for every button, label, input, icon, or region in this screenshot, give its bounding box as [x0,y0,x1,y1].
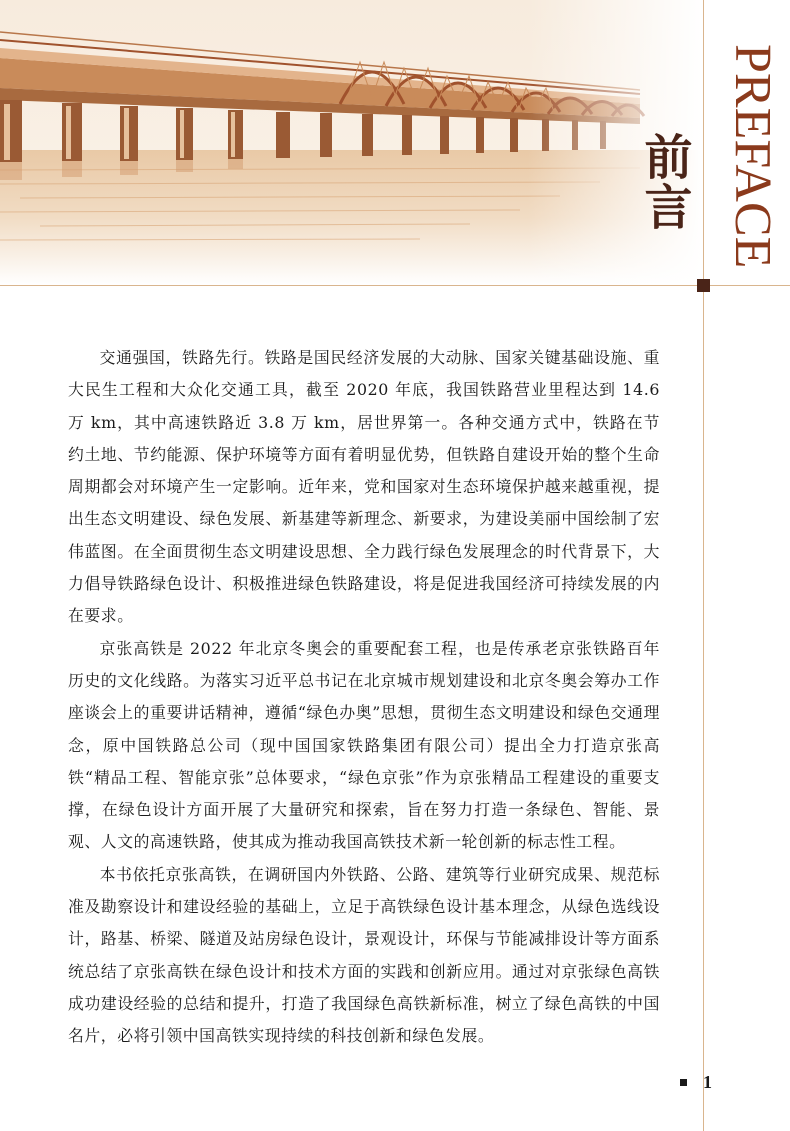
margin-divider-line [703,0,704,1131]
preface-body [68,342,660,1053]
corner-square-ornament [697,279,710,292]
chinese-title: 前言 [636,132,692,232]
page-number: 1 [703,1072,712,1092]
english-title: PREFACE [724,44,781,269]
paragraph: 京张高铁是 2022 年北京冬奥会的重要配套工程，也是传承老京张铁路百年历史的文化线路。为落实习近平总书记在北京城市规划建设和北京冬奥会筹办工作座谈会上的重要讲话精神，遵循“绿色办奥”思想，贯彻生态文明建设和绿色交通理念，原中国铁路总公司（现中国国家铁路集团有限公司）提出全力打造京张高铁“精品工程、智能京张”总体要求，“绿色京张”作为京张精品工程建设的重要支撑，在绿色设计方面开展了大量研究和探索，旨在努力打造一条绿色、智能、景观、人文的高速铁路，使其成为推动我国高铁技术新一轮创新的标志性工程。 [68,638,660,852]
square-bullet-icon [680,1079,687,1086]
paragraph: 交通强国，铁路先行。铁路是国民经济发展的大动脉、国家关键基础设施、重大民生工程和大众化交通工具，截至 2020 年底，我国铁路营业里程达到 14.6 万 km，其中高速铁路近 3.8 万 km，居世界第一。各种交通方式中，铁路在节约土地、节约能源、保护环境等方面有着明显优势，但铁路自建设开始的整个生命周期都会对环境产生一定影响。近年来，党和国家对生态环境保护越来越重视，提出生态文明建设、绿色发展、新基建等新理念、新要求，为建设美丽中国绘制了宏伟蓝图。在全面贯彻生态文明建设思想、全力践行绿色发展理念的时代背景下，大力倡导铁路绿色设计、积极推进绿色铁路建设，将是促进我国经济可持续发展的内在要求。 [68,348,660,626]
paragraph: 本书依托京张高铁，在调研国内外铁路、公路、建筑等行业研究成果、规范标准及勘察设计和建设经验的基础上，立足于高铁绿色设计基本理念，从绿色选线设计，路基、桥梁、隧道及站房绿色设计，景观设计，环保与节能减排设计等方面系统总结了京张高铁在绿色设计和技术方面的实践和创新应用。通过对京张绿色高铁成功建设经验的总结和提升，打造了我国绿色高铁新标准，树立了绿色高铁的中国名片，必将引领中国高铁实现持续的科技创新和绿色发展。 [68,864,660,1046]
railway-bridge-illustration [0,0,703,285]
page-number-footer [680,1072,712,1093]
header-divider-line [0,285,790,286]
